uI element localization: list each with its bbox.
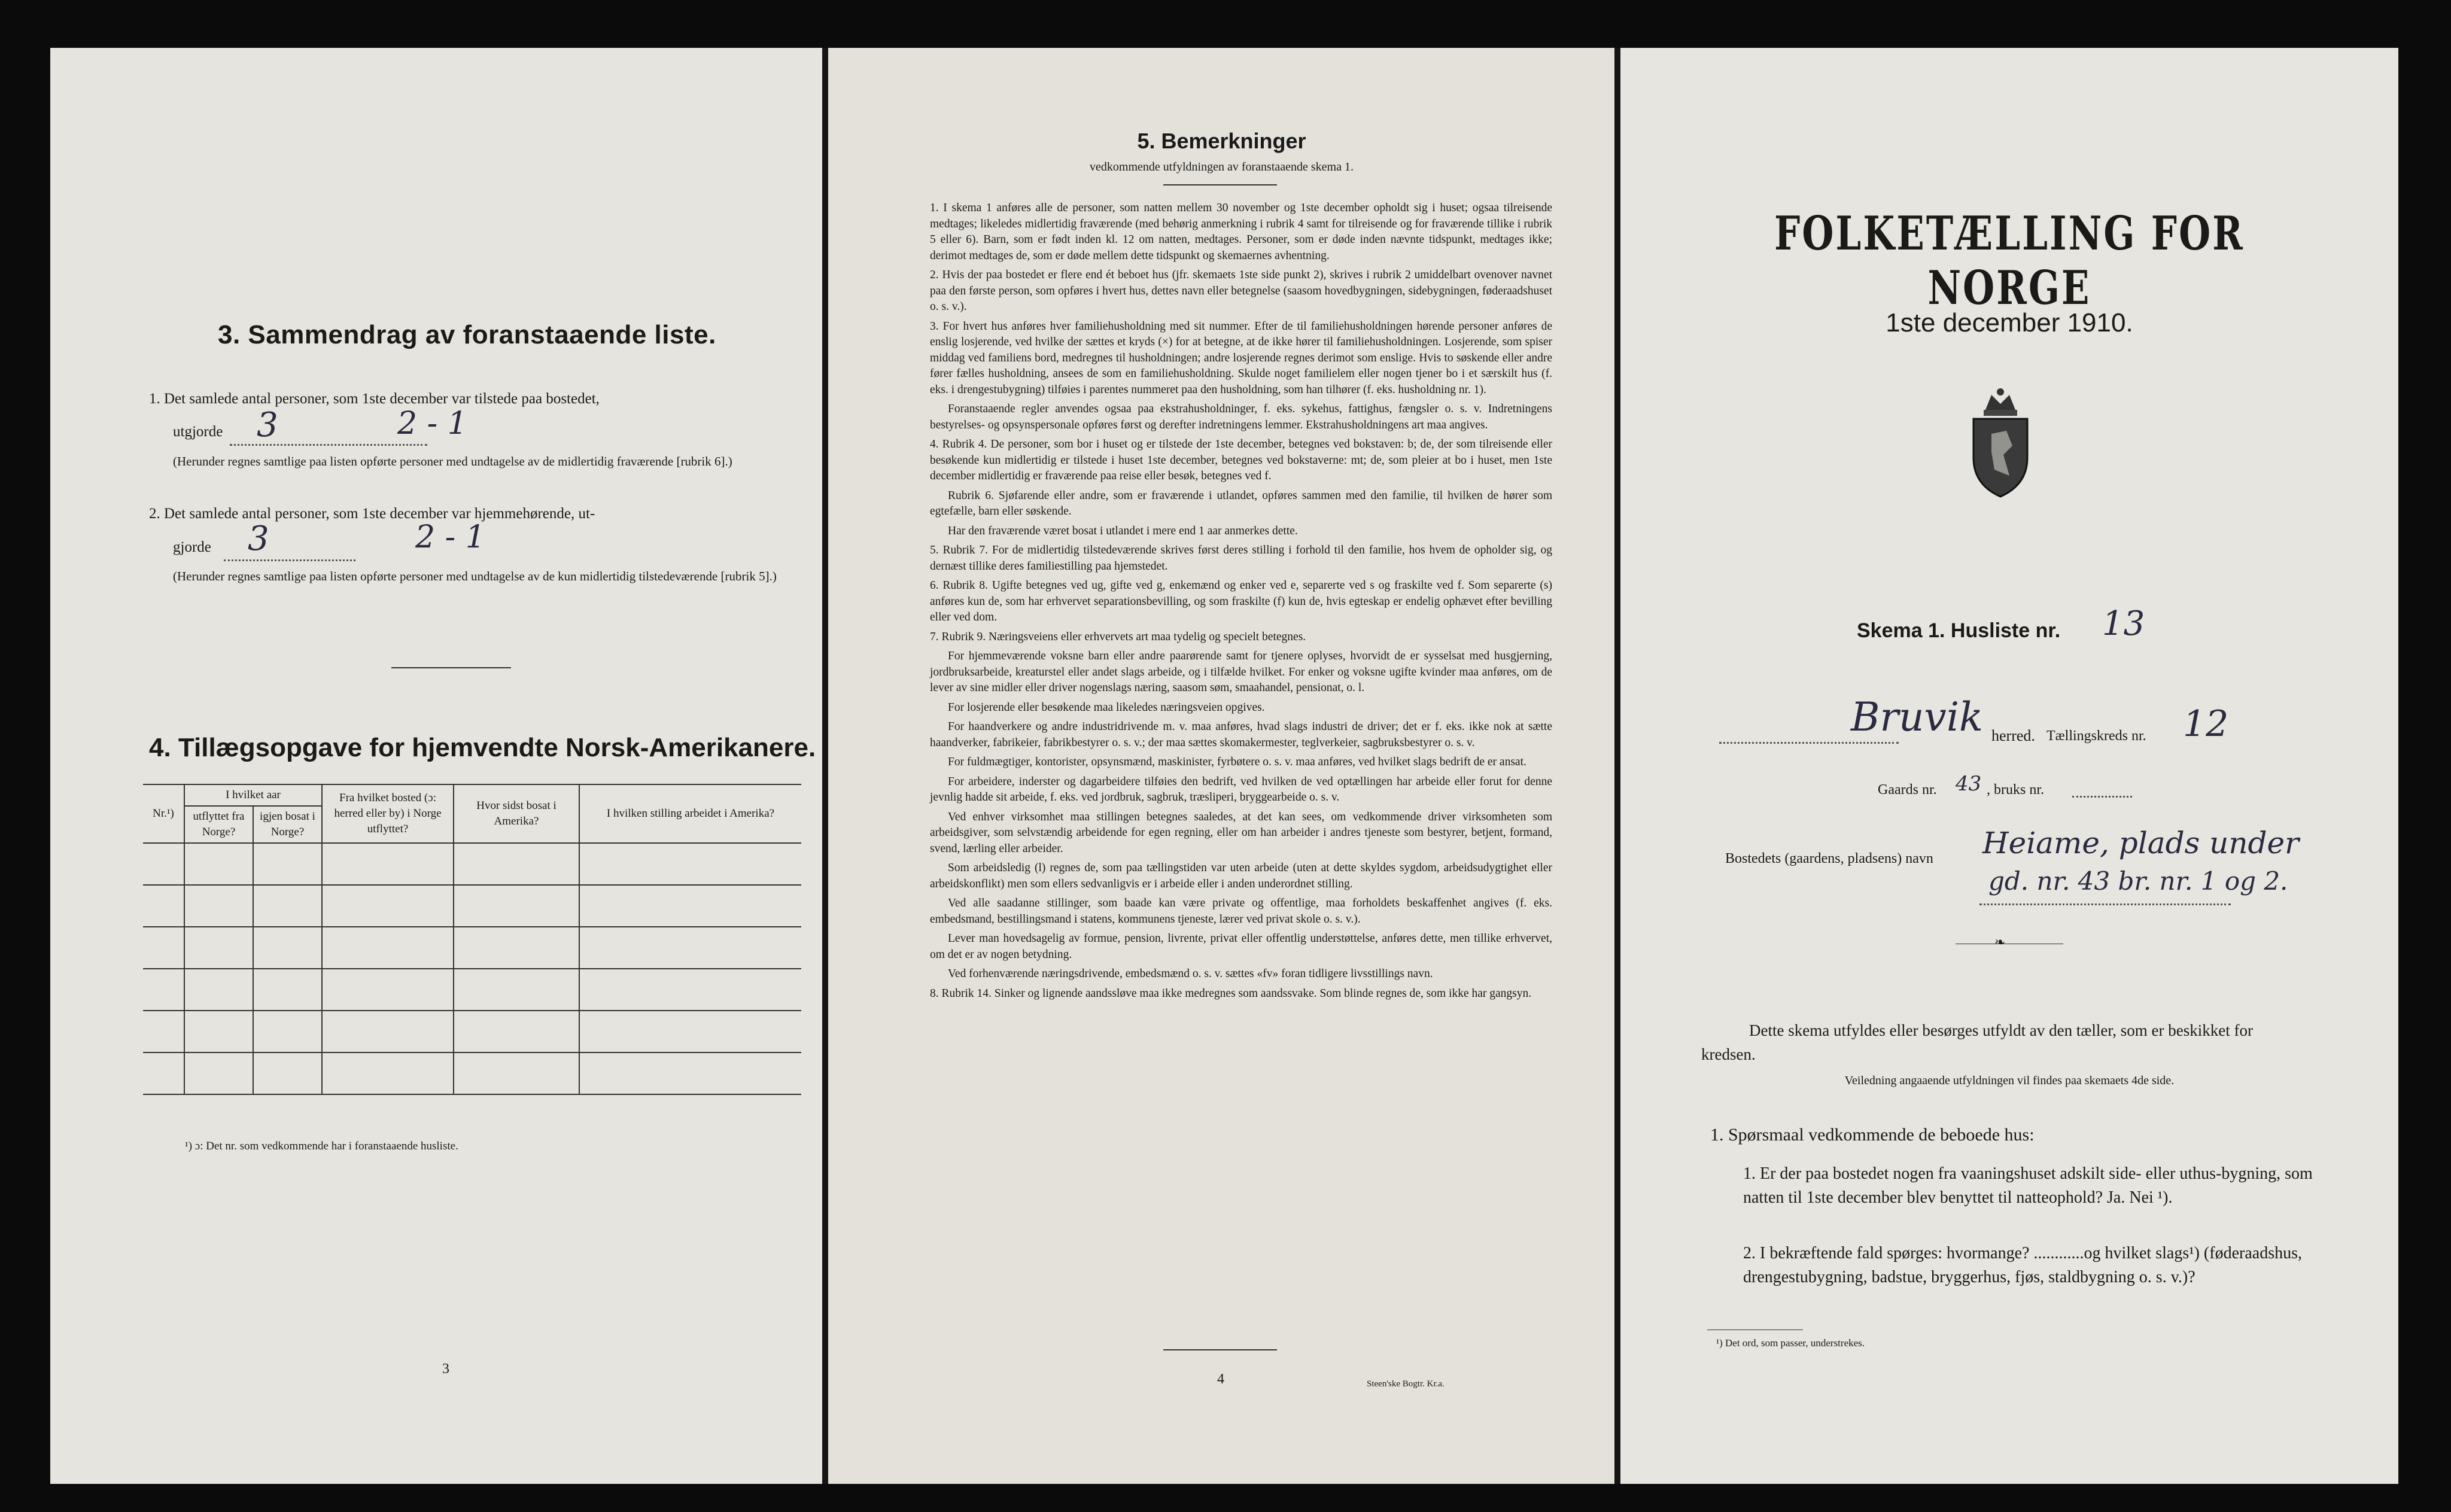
veiledning-text: Veiledning angaaende utfyldningen vil findes paa skemaets 4de side. xyxy=(1844,1074,2175,1087)
remark-paragraph: 4. Rubrik 4. De personer, som bor i huset og er tilstede der 1ste december, betegnes ved bokstaven: b; de, der som tilreisende eller besøkende kun midlertidig er tilstede i huset 1ste december, betegnes ved bokstaverne: mt; de, som pleier at bo i huset, men 1ste december midlertidig er fraværende paa reise eller besøk, betegnes ved f. xyxy=(930,438,1552,482)
bostedets-line xyxy=(1979,903,2231,905)
divider xyxy=(1163,1349,1277,1350)
remark-paragraph: Har den fraværende været bosat i utlandet i mere end 1 aar anmerkes dette. xyxy=(948,524,1298,537)
page-number-4: 4 xyxy=(1217,1371,1224,1387)
item-2-gjorde: gjorde xyxy=(173,539,211,555)
page-fold xyxy=(1614,48,1620,1484)
printer-mark: Steen'ske Bogtr. Kr.a. xyxy=(1367,1379,1445,1389)
remark-paragraph: 5. Rubrik 7. For de midlertidig tilstedeværende skrives først deres stilling i forhold til den familie, hos hvem de opholder sig, og dernæst tillike deres familiestilling paa hjemstedet. xyxy=(930,544,1552,573)
remark-paragraph: 7. Rubrik 9. Næringsveiens eller erhvervets art maa tydelig og specielt betegnes. xyxy=(930,630,1306,643)
divider xyxy=(391,667,511,668)
remark-paragraph: Rubrik 6. Sjøfarende eller andre, som er fraværende i utlandet, opføres sammen med den familie, til hvilken de hører som egtefælle, barn eller søskende. xyxy=(930,489,1552,518)
header-nr: Nr.¹) xyxy=(143,784,184,843)
page-fold xyxy=(822,48,828,1484)
item-2-dotted-line xyxy=(224,559,355,561)
question-1-text: 1. Er der paa bostedet nogen fra vaaningshuset adskilt side- eller uthus-bygning, som natten til 1ste december blev benyttet til natteophold? xyxy=(1743,1164,2313,1207)
remark-paragraph: Lever man hovedsagelig av formue, pension, livrente, privat eller offentlig understøttelse, anføres dette, men tillike erhvervet, om det er av nogen betydning. xyxy=(930,932,1552,961)
bostedets-value-line2: gd. nr. 43 br. nr. 1 og 2. xyxy=(1988,866,2288,896)
question-header: 1. Spørsmaal vedkommende de beboede hus: xyxy=(1710,1125,2035,1145)
question-1 xyxy=(1743,1162,2318,1210)
divider xyxy=(1163,184,1277,185)
remark-paragraph: 6. Rubrik 8. Ugifte betegnes ved ug, gifte ved g, enkemænd og enker ved e, separerte ved s og fraskilte ved f. Som separerte (s) anføres kun de, som har erhvervet separationsbevilling, og som fraskilte (f) kun de, hvis egteskap er endelig ophævet efter bevilling eller ved dom. xyxy=(930,579,1552,623)
main-title: FOLKETÆLLING FOR NORGE xyxy=(1774,206,2245,315)
ornament-icon: ❧ xyxy=(1994,935,2006,950)
remark-paragraph: For fuldmægtiger, kontorister, opsynsmænd, maskinister, fyrbøtere o. s. v. maa anføres, ved hvilket slags bedrift de er ansat. xyxy=(948,756,1526,768)
gaards-value: 43 xyxy=(1956,772,1982,796)
item-1-dotted-line xyxy=(230,444,427,446)
page-3 xyxy=(50,48,822,1484)
gaards-label: Gaards nr. xyxy=(1878,782,1937,798)
table-row xyxy=(143,1052,801,1094)
bruks-line xyxy=(2072,796,2132,798)
item-2-text: 2. Det samlede antal personer, som 1ste december var hjemmehørende, ut- xyxy=(149,506,595,522)
header-fra-hvilket-bosted: Fra hvilket bosted (ɔ: herred eller by) i Norge utflyttet? xyxy=(322,784,454,843)
page-1-footnote: ¹) Det ord, som passer, understrekes. xyxy=(1716,1337,1865,1349)
item-2-value: 3 xyxy=(248,519,269,558)
header-hvor-sidst-bosat: Hvor sidst bosat i Amerika? xyxy=(454,784,579,843)
kreds-label: Tællingskreds nr. xyxy=(2046,728,2146,744)
herred-label: herred. xyxy=(1991,727,2035,744)
section-4-title: 4. Tillægsopgave for hjemvendte Norsk-Amerikanere. xyxy=(149,733,816,762)
remarks-list xyxy=(930,200,1552,1005)
question-1-answer: Ja. Nei ¹). xyxy=(2107,1188,2173,1207)
item-1-value: 3 xyxy=(257,406,278,445)
remark-paragraph: For hjemmeværende voksne barn eller andre paarørende samt for tjenere oplyses, hvorvidt de er sysselsat med husgjerning, jordbruksarbeide, kreaturstel eller andet slags arbeide, og i tilfælde hvilket. For enker og voksne ugifte kvinder maa anføres, om de lever av sine midler eller driver nogenslags næring, saasom søm, smaahandel, pensionat, o. l. xyxy=(930,650,1552,694)
header-utflyttet: utflyttet fra Norge? xyxy=(184,806,253,843)
remark-paragraph: 2. Hvis der paa bostedet er flere end ét beboet hus (jfr. skemaets 1ste side punkt 2), skrives i rubrik 2 umiddelbart ovenover navnet paa den første person, som opføres i hvert hus, dettes navn eller betegnelse (saasom hovedbygningen, sidebygningen, føderaadshuset o. s. v.). xyxy=(930,269,1552,313)
herred-line xyxy=(1719,742,1899,744)
table-row xyxy=(143,927,801,969)
remark-paragraph: 3. For hvert hus anføres hver familiehusholdning med sit nummer. Efter de til familiehusholdningen hørende personer anføres de enslig losjerende, ved hvilke der sættes et kryds (×) for at betegne, at de ikke hører til familiehusholdningen. Losjerende, som spiser middag ved familiens bord, medregnes til husholdningen; andre losjerende regnes derimot som enslige. Hvis to søskende eller andre fører fælles husholdning, ansees de som en familiehusholdning. Skulde noget familielem eller nogen tjener bo i et særskilt hus (f. eks. i drengestubygning) tilføies i parentes nummeret paa den husholdning, som han tilhører (f. eks. husholdning nr. 1). xyxy=(930,320,1552,396)
instructions-text: Dette skema utfyldes eller besørges utfyldt av den tæller, som er beskikket for kredsen. xyxy=(1701,1021,2253,1063)
remark-paragraph: 1. I skema 1 anføres alle de personer, som natten mellem 30 november og 1ste december opholdt sig i huset; ogsaa tilreisende medtages; likeledes midlertidig fraværende (med behørig anmerkning i rubrik 4 samt for tilreisende og for fraværende tillike i rubrik 5 eller 6). Barn, som er født inden kl. 12 om natten, medtages. Personer, som er døde inden nævnte tidspunkt, medtages ikke; derimot medtages de, som er døde mellem dette tidspunkt og skemaernes avhentning. xyxy=(930,202,1552,262)
table-row xyxy=(143,969,801,1011)
skema-label: Skema 1. Husliste nr. xyxy=(1857,619,2061,642)
item-2-value2: 2 - 1 xyxy=(415,519,485,555)
remarks-subtitle: vedkommende utfyldningen av foranstaaende skema 1. xyxy=(1090,160,1354,174)
table-row xyxy=(143,1011,801,1052)
remark-paragraph: Ved forhenværende næringsdrivende, embedsmænd o. s. v. sættes «fv» foran tidligere livsstillings navn. xyxy=(948,968,1433,980)
page-4 xyxy=(828,48,1615,1484)
item-1-utgjorde: utgjorde xyxy=(173,424,223,440)
remark-paragraph: Ved enhver virksomhet maa stillingen betegnes saaledes, at det kan sees, om vedkommende driver virksomheten som arbeidsgiver, som selvstændig arbeidende for egen regning, eller om han arbeider i andres tjeneste som bestyrer, betjent, formand, svend, lærling eller arbeider. xyxy=(930,810,1552,855)
bostedets-label: Bostedets (gaardens, pladsens) navn xyxy=(1725,851,1933,866)
remark-paragraph: Ved alle saadanne stillinger, som baade kan være private og offentlige, maa forholdets beskaffenhet angives (f. eks. embedsmand, bestillingsmand i statens, kommunens tjeneste, lærer ved privat skole o. s. v.). xyxy=(930,897,1552,926)
section-3-title: 3. Sammendrag av foranstaaende liste. xyxy=(218,320,716,349)
remark-paragraph: For arbeidere, inderster og dagarbeidere tilføies den bedrift, ved hvilken de ved optællingen har arbeide eller forut for denne jevnlig hadde sit arbeide, f. eks. ved jordbruk, sagbruk, træsliperi, bryggearbeide o. s. v. xyxy=(930,775,1552,804)
page-number-3: 3 xyxy=(442,1361,449,1377)
remark-paragraph: For haandverkere og andre industridrivende m. v. maa anføres, hvad slags industri de driver; det er f. eks. ikke nok at sætte haandverker, fabrikeier, fabrikbestyrer o. s. v.; der maa sættes skomakermester, teglverkeier, sagbruksbestyrer o. s. v. xyxy=(930,720,1552,749)
header-stilling: I hvilken stilling arbeidet i Amerika? xyxy=(579,784,801,843)
item-1-text: 1. Det samlede antal personer, som 1ste december var tilstede paa bostedet, xyxy=(149,391,600,407)
remarks-title: 5. Bemerkninger xyxy=(1137,129,1306,153)
husliste-number: 13 xyxy=(2102,604,2145,643)
kreds-value: 12 xyxy=(2183,703,2229,745)
header-igjen-bosat: igjen bosat i Norge? xyxy=(253,806,322,843)
item-1-value2: 2 - 1 xyxy=(397,406,467,442)
table-row xyxy=(143,843,801,885)
remark-paragraph: Foranstaaende regler anvendes ogsaa paa ekstrahusholdninger, f. eks. sykehus, fattighus, fængsler o. s. v. Indretningens bestyrelses- og opsynspersonale opføres først og derefter indretningens lemmer. Ekstrahusholdningens art maa angives. xyxy=(930,403,1552,431)
bostedets-value-line1: Heiame, plads under xyxy=(1982,826,2300,860)
item-1-note: (Herunder regnes samtlige paa listen opførte personer med undtagelse av de midlertidig fraværende [rubrik 6].) xyxy=(173,454,732,468)
table-row xyxy=(143,885,801,927)
table-footnote: ¹) ɔ: Det nr. som vedkommende har i foranstaaende husliste. xyxy=(185,1140,458,1152)
norway-coat-of-arms-icon xyxy=(1959,386,2042,500)
remark-paragraph: For losjerende eller besøkende maa likeledes næringsveien opgives. xyxy=(948,701,1265,714)
norsk-amerikanere-table xyxy=(143,784,801,1095)
page-1 xyxy=(1620,48,2398,1484)
remark-paragraph: Som arbeidsledig (l) regnes de, som paa tællingstiden var uten arbeide (uten at dette skyldes sygdom, arbeidsudygtighet eller arbeidskonflikt) men som ellers sedvanligvis er i arbeide eller i anden underordnet stilling. xyxy=(930,862,1552,890)
header-i-hvilket-aar: I hvilket aar xyxy=(184,784,322,806)
census-date: 1ste december 1910. xyxy=(1886,308,2133,337)
herred-value: Bruvik xyxy=(1851,694,1983,740)
bruks-label: , bruks nr. xyxy=(1987,782,2044,798)
item-2-note: (Herunder regnes samtlige paa listen opførte personer med undtagelse av de kun midlertidig tilstedeværende [rubrik 5].) xyxy=(173,569,777,583)
remark-paragraph: 8. Rubrik 14. Sinker og lignende aandssløve maa ikke medregnes som aandssvake. Som blinde regnes de, som ikke har gangsyn. xyxy=(930,987,1532,1000)
question-2: 2. I bekræftende fald spørges: hvormange? ............og hvilket slags¹) (føderaadshus, drengestubygning, badstue, bryggerhus, fjøs, staldbygning o. s. v.)? xyxy=(1743,1244,2302,1286)
